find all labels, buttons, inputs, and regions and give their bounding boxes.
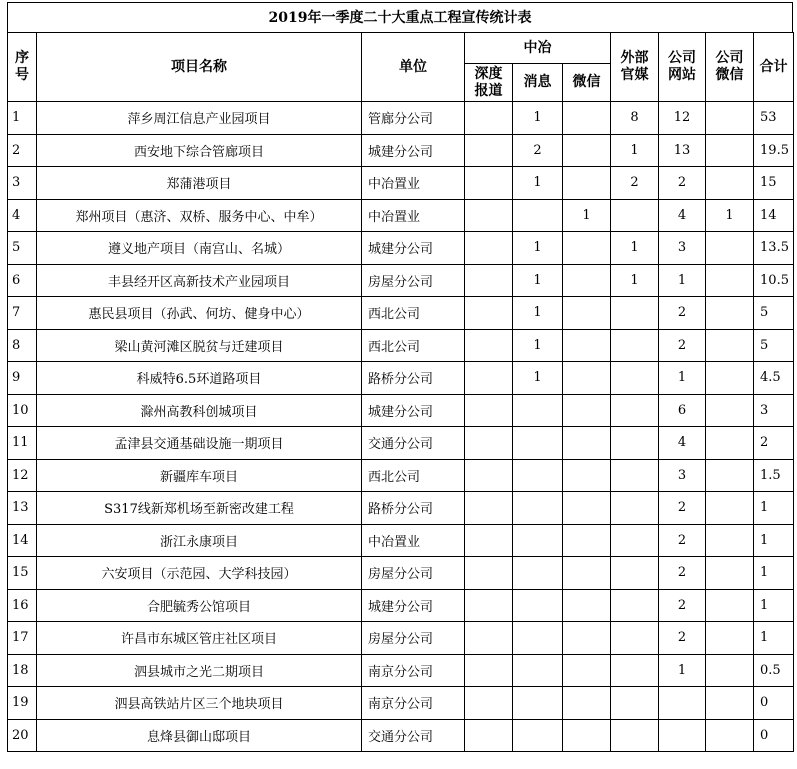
table-row: [8, 264, 794, 297]
table-row: [8, 394, 794, 427]
table-row: [8, 427, 794, 460]
cell-news: [513, 589, 563, 622]
cell-total: 53: [754, 102, 794, 135]
table-row: [8, 134, 794, 167]
cell-company-site: 2: [659, 622, 706, 655]
cell-company-wechat: [706, 362, 754, 395]
cell-total: 13.5: [754, 232, 794, 265]
cell-depth-report: [465, 232, 513, 265]
table-row: [8, 232, 794, 265]
cell-seq: 10: [8, 394, 37, 427]
cell-unit: 中冶置业: [362, 167, 465, 200]
cell-depth-report: [465, 654, 513, 687]
header-depth-report: 深度报道: [465, 64, 513, 102]
cell-external-media: [611, 557, 659, 590]
cell-unit: 城建分公司: [362, 232, 465, 265]
header-external-media: 外部官媒: [611, 33, 659, 102]
cell-company-wechat: [706, 459, 754, 492]
table-row: [8, 557, 794, 590]
cell-wechat: [563, 167, 611, 200]
cell-project-name: 西安地下综合管廊项目: [37, 134, 362, 167]
table-row: [8, 524, 794, 557]
cell-news: 1: [513, 362, 563, 395]
cell-seq: 14: [8, 524, 37, 557]
header-zhongye: 中冶: [465, 33, 611, 64]
cell-company-site: 2: [659, 557, 706, 590]
header-company-site: 公司网站: [659, 33, 706, 102]
cell-depth-report: [465, 589, 513, 622]
cell-external-media: [611, 687, 659, 720]
cell-company-site: 4: [659, 427, 706, 460]
cell-depth-report: [465, 264, 513, 297]
cell-company-site: 2: [659, 329, 706, 362]
cell-company-wechat: [706, 102, 754, 135]
cell-wechat: [563, 524, 611, 557]
cell-seq: 2: [8, 134, 37, 167]
cell-external-media: [611, 589, 659, 622]
cell-total: 19.5: [754, 134, 794, 167]
cell-project-name: 合肥毓秀公馆项目: [37, 589, 362, 622]
cell-project-name: 遵义地产项目（南宫山、名城）: [37, 232, 362, 265]
cell-external-media: [611, 719, 659, 752]
statistics-sheet: [7, 2, 793, 752]
cell-external-media: [611, 524, 659, 557]
cell-news: [513, 719, 563, 752]
cell-wechat: [563, 459, 611, 492]
table-row: [8, 687, 794, 720]
cell-company-site: 3: [659, 232, 706, 265]
cell-depth-report: [465, 167, 513, 200]
cell-news: 1: [513, 102, 563, 135]
table-row: [8, 199, 794, 232]
cell-wechat: [563, 427, 611, 460]
cell-wechat: [563, 622, 611, 655]
cell-wechat: [563, 329, 611, 362]
cell-wechat: [563, 232, 611, 265]
cell-company-wechat: [706, 427, 754, 460]
cell-project-name: 泗县高铁站片区三个地块项目: [37, 687, 362, 720]
cell-depth-report: [465, 687, 513, 720]
cell-unit: 管廊分公司: [362, 102, 465, 135]
cell-external-media: 8: [611, 102, 659, 135]
cell-unit: 交通分公司: [362, 427, 465, 460]
cell-unit: 中冶置业: [362, 199, 465, 232]
cell-seq: 18: [8, 654, 37, 687]
cell-company-site: 12: [659, 102, 706, 135]
cell-news: 1: [513, 329, 563, 362]
cell-company-wechat: [706, 297, 754, 330]
cell-news: [513, 557, 563, 590]
cell-project-name: 孟津县交通基础设施一期项目: [37, 427, 362, 460]
table-row: [8, 719, 794, 752]
table-row: [8, 459, 794, 492]
cell-depth-report: [465, 557, 513, 590]
cell-depth-report: [465, 102, 513, 135]
table-title: 2019年一季度二十大重点工程宣传统计表: [7, 2, 793, 32]
cell-external-media: [611, 329, 659, 362]
cell-total: 0: [754, 719, 794, 752]
cell-depth-report: [465, 329, 513, 362]
cell-seq: 13: [8, 492, 37, 525]
cell-news: 1: [513, 264, 563, 297]
cell-company-site: 1: [659, 264, 706, 297]
cell-external-media: 1: [611, 232, 659, 265]
cell-news: 1: [513, 232, 563, 265]
cell-unit: 西北公司: [362, 297, 465, 330]
table-row: [8, 622, 794, 655]
cell-company-wechat: [706, 687, 754, 720]
cell-unit: 路桥分公司: [362, 492, 465, 525]
cell-news: 1: [513, 167, 563, 200]
cell-external-media: [611, 459, 659, 492]
cell-depth-report: [465, 719, 513, 752]
cell-external-media: 1: [611, 264, 659, 297]
cell-company-site: 2: [659, 167, 706, 200]
cell-news: [513, 427, 563, 460]
cell-external-media: [611, 297, 659, 330]
cell-wechat: [563, 394, 611, 427]
cell-unit: 城建分公司: [362, 394, 465, 427]
header-news: 消息: [513, 64, 563, 102]
cell-depth-report: [465, 427, 513, 460]
cell-total: 5: [754, 297, 794, 330]
cell-wechat: [563, 687, 611, 720]
cell-unit: 房屋分公司: [362, 622, 465, 655]
cell-company-site: 4: [659, 199, 706, 232]
cell-wechat: [563, 557, 611, 590]
cell-unit: 中冶置业: [362, 524, 465, 557]
cell-news: [513, 459, 563, 492]
cell-project-name: S317线新郑机场至新密改建工程: [37, 492, 362, 525]
cell-seq: 19: [8, 687, 37, 720]
cell-company-wechat: [706, 622, 754, 655]
cell-wechat: [563, 264, 611, 297]
cell-seq: 3: [8, 167, 37, 200]
cell-total: 1: [754, 622, 794, 655]
cell-total: 5: [754, 329, 794, 362]
cell-seq: 7: [8, 297, 37, 330]
cell-project-name: 惠民县项目（孙武、何坊、健身中心）: [37, 297, 362, 330]
cell-company-wechat: [706, 329, 754, 362]
cell-wechat: [563, 297, 611, 330]
cell-seq: 20: [8, 719, 37, 752]
table-row: [8, 167, 794, 200]
table-row: [8, 297, 794, 330]
cell-company-site: 2: [659, 297, 706, 330]
cell-total: 0.5: [754, 654, 794, 687]
cell-company-site: 3: [659, 459, 706, 492]
cell-depth-report: [465, 297, 513, 330]
cell-news: 1: [513, 297, 563, 330]
cell-unit: 西北公司: [362, 329, 465, 362]
cell-news: [513, 492, 563, 525]
cell-company-site: 6: [659, 394, 706, 427]
cell-unit: 南京分公司: [362, 687, 465, 720]
cell-project-name: 许昌市东城区管庄社区项目: [37, 622, 362, 655]
cell-project-name: 滁州高教科创城项目: [37, 394, 362, 427]
cell-seq: 12: [8, 459, 37, 492]
cell-company-wechat: [706, 264, 754, 297]
cell-total: 1: [754, 524, 794, 557]
cell-wechat: 1: [563, 199, 611, 232]
cell-company-wechat: [706, 167, 754, 200]
cell-total: 10.5: [754, 264, 794, 297]
cell-company-wechat: [706, 589, 754, 622]
cell-external-media: [611, 394, 659, 427]
cell-news: [513, 622, 563, 655]
table-row: [8, 102, 794, 135]
cell-seq: 5: [8, 232, 37, 265]
cell-company-wechat: [706, 394, 754, 427]
cell-external-media: [611, 622, 659, 655]
cell-wechat: [563, 102, 611, 135]
cell-total: 4.5: [754, 362, 794, 395]
cell-external-media: 1: [611, 134, 659, 167]
table-row: [8, 492, 794, 525]
cell-wechat: [563, 362, 611, 395]
cell-wechat: [563, 134, 611, 167]
cell-company-wechat: [706, 719, 754, 752]
cell-project-name: 梁山黄河滩区脱贫与迁建项目: [37, 329, 362, 362]
cell-unit: 交通分公司: [362, 719, 465, 752]
cell-depth-report: [465, 199, 513, 232]
table-row: [8, 362, 794, 395]
cell-seq: 16: [8, 589, 37, 622]
header-unit: 单位: [362, 33, 465, 102]
cell-project-name: 浙江永康项目: [37, 524, 362, 557]
cell-company-wechat: [706, 134, 754, 167]
cell-seq: 1: [8, 102, 37, 135]
header-seq: 序号: [8, 33, 37, 102]
cell-seq: 4: [8, 199, 37, 232]
cell-external-media: [611, 492, 659, 525]
cell-project-name: 郑州项目（惠济、双桥、服务中心、中牟）: [37, 199, 362, 232]
cell-depth-report: [465, 459, 513, 492]
cell-total: 1: [754, 557, 794, 590]
cell-project-name: 丰县经开区高新技术产业园项目: [37, 264, 362, 297]
cell-project-name: 萍乡周江信息产业园项目: [37, 102, 362, 135]
cell-total: 1: [754, 589, 794, 622]
header-company-wechat: 公司微信: [706, 33, 754, 102]
cell-company-wechat: [706, 492, 754, 525]
cell-news: [513, 654, 563, 687]
cell-seq: 17: [8, 622, 37, 655]
cell-company-site: 13: [659, 134, 706, 167]
cell-seq: 8: [8, 329, 37, 362]
cell-company-site: [659, 719, 706, 752]
cell-wechat: [563, 719, 611, 752]
cell-depth-report: [465, 362, 513, 395]
cell-total: 2: [754, 427, 794, 460]
cell-depth-report: [465, 524, 513, 557]
cell-news: [513, 199, 563, 232]
cell-seq: 9: [8, 362, 37, 395]
header-project-name: 项目名称: [37, 33, 362, 102]
cell-external-media: 2: [611, 167, 659, 200]
cell-company-site: 2: [659, 492, 706, 525]
cell-unit: 房屋分公司: [362, 264, 465, 297]
cell-unit: 西北公司: [362, 459, 465, 492]
cell-project-name: 六安项目（示范园、大学科技园）: [37, 557, 362, 590]
cell-total: 0: [754, 687, 794, 720]
cell-news: [513, 687, 563, 720]
cell-total: 14: [754, 199, 794, 232]
cell-project-name: 郑蒲港项目: [37, 167, 362, 200]
cell-seq: 15: [8, 557, 37, 590]
cell-company-site: 2: [659, 589, 706, 622]
cell-depth-report: [465, 622, 513, 655]
cell-news: 2: [513, 134, 563, 167]
cell-company-wechat: 1: [706, 199, 754, 232]
cell-news: [513, 524, 563, 557]
cell-wechat: [563, 654, 611, 687]
cell-project-name: 新疆库车项目: [37, 459, 362, 492]
cell-unit: 城建分公司: [362, 589, 465, 622]
cell-depth-report: [465, 492, 513, 525]
cell-external-media: [611, 362, 659, 395]
cell-external-media: [611, 199, 659, 232]
cell-total: 1.5: [754, 459, 794, 492]
cell-total: 1: [754, 492, 794, 525]
cell-company-site: 1: [659, 654, 706, 687]
cell-external-media: [611, 427, 659, 460]
cell-depth-report: [465, 134, 513, 167]
publicity-statistics-table: [7, 32, 794, 752]
cell-seq: 11: [8, 427, 37, 460]
cell-project-name: 息烽县御山邸项目: [37, 719, 362, 752]
cell-unit: 房屋分公司: [362, 557, 465, 590]
table-row: [8, 329, 794, 362]
cell-seq: 6: [8, 264, 37, 297]
cell-company-wechat: [706, 654, 754, 687]
cell-wechat: [563, 589, 611, 622]
cell-wechat: [563, 492, 611, 525]
cell-unit: 城建分公司: [362, 134, 465, 167]
cell-unit: 南京分公司: [362, 654, 465, 687]
cell-unit: 路桥分公司: [362, 362, 465, 395]
table-row: [8, 589, 794, 622]
cell-project-name: 泗县城市之光二期项目: [37, 654, 362, 687]
cell-company-wechat: [706, 232, 754, 265]
cell-news: [513, 394, 563, 427]
cell-external-media: [611, 654, 659, 687]
cell-company-site: 2: [659, 524, 706, 557]
cell-total: 3: [754, 394, 794, 427]
cell-company-wechat: [706, 557, 754, 590]
cell-company-site: 1: [659, 362, 706, 395]
cell-total: 15: [754, 167, 794, 200]
table-row: [8, 654, 794, 687]
cell-project-name: 科威特6.5环道路项目: [37, 362, 362, 395]
header-wechat: 微信: [563, 64, 611, 102]
header-total: 合计: [754, 33, 794, 102]
cell-depth-report: [465, 394, 513, 427]
cell-company-wechat: [706, 524, 754, 557]
cell-company-site: [659, 687, 706, 720]
